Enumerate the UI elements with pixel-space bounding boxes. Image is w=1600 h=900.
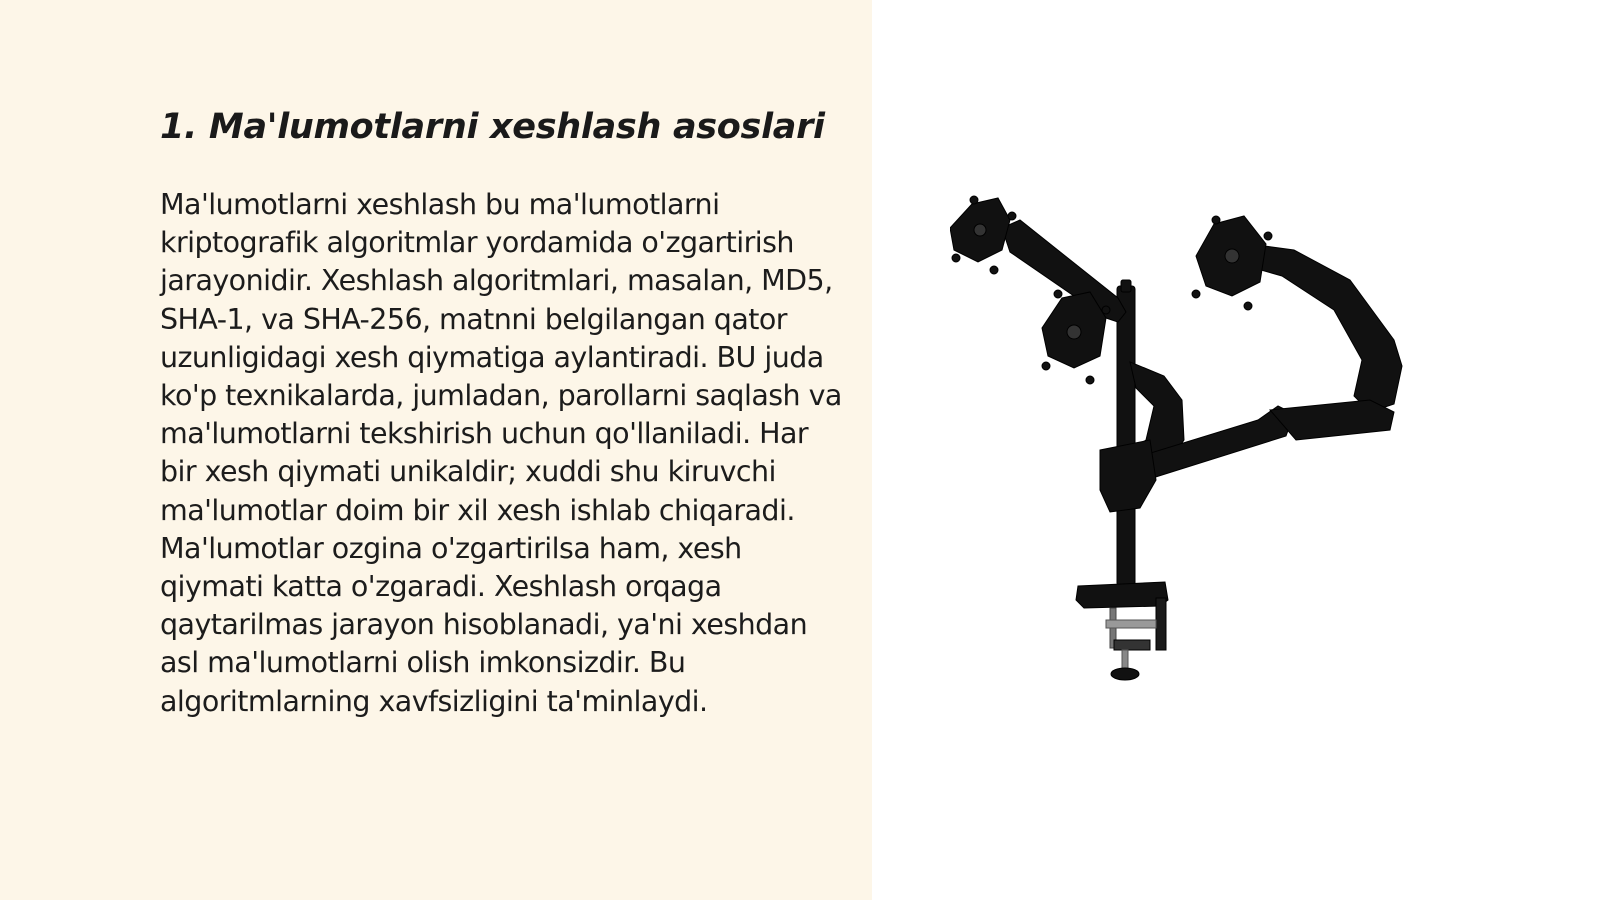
monitor-arm-image (950, 190, 1440, 710)
desk-clamp (1076, 582, 1168, 608)
slide-body-text: Ma'lumotlarni xeshlash bu ma'lumotlarni kriptografik algoritmlar yordamida o'zgartirish jarayonidir. Xeshlash algoritmlari, masalan, MD5, SHA-1, va SHA-256, matnni belgilangan qator uzunligidagi xesh qiymatiga aylantiradi. BU juda ko'p texnikalarda, jumladan, parollarni saqlash va ma'lumotlarni tekshirish uchun qo'llaniladi. Har bir xesh qiymati unikaldir; xuddi shu kiruvchi ma'lumotlar doim bir xil xesh ishlab chiqaradi. Ma'lumotlar ozgina o'zgartirilsa ham, xesh qiymati katta o'zgaradi. Xeshlash orqaga qaytarilmas jarayon hisoblanadi, ya'ni xeshdan asl ma'lumotlarni olish imkonsizdir. Bu algoritmlarning xavfsizligini ta'minlaydi. (160, 188, 842, 718)
vesa-plate-left-top (950, 196, 1016, 274)
dual-monitor-arm-illustration (950, 190, 1440, 710)
slide-title: 1. Ma'lumotlarni xeshlash asoslari (160, 107, 825, 147)
vesa-plate-right (1192, 216, 1272, 310)
pole-joint (1100, 440, 1156, 512)
right-upper-arm (1250, 244, 1402, 412)
mount-pole (1117, 286, 1135, 586)
